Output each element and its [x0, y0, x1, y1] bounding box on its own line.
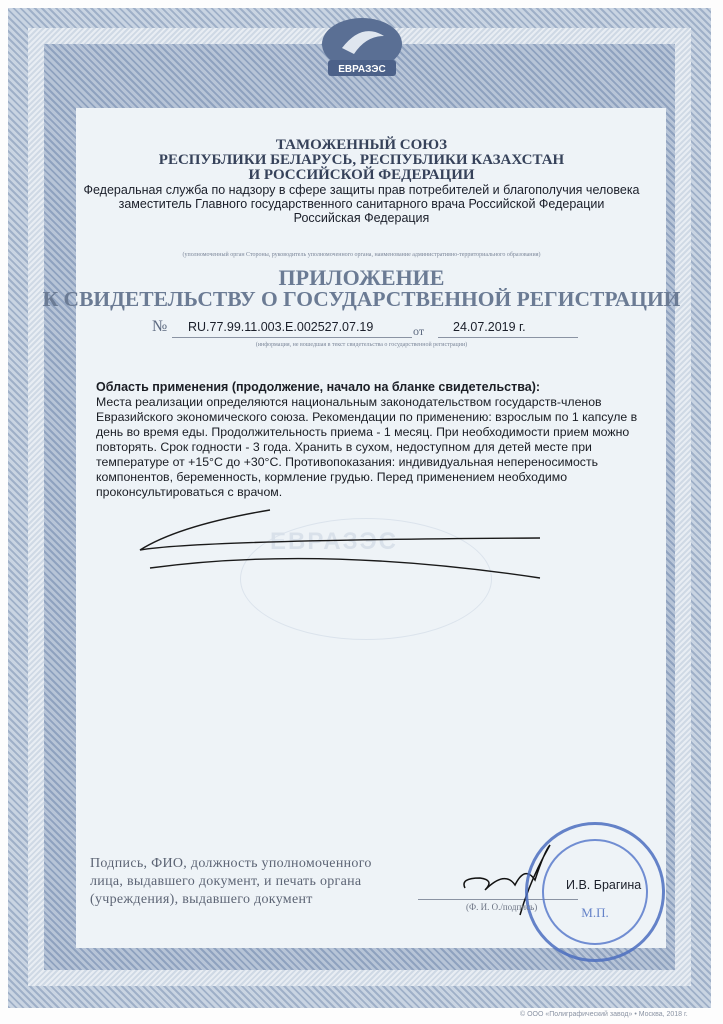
signer-caption: (Ф. И. О./подпись) — [466, 902, 538, 912]
number-underline — [172, 337, 412, 338]
signer-name: И.В. Брагина — [566, 878, 642, 892]
number-label: № — [152, 318, 168, 335]
title-line-2: К СВИДЕТЕЛЬСТВУ О ГОСУДАРСТВЕННОЙ РЕГИСТРАЦИИ — [42, 287, 681, 311]
authority-line-2: заместитель Главного государственного санитарного врача Российской Федерации — [118, 197, 605, 211]
content-text: Места реализации определяются национальным законодательством государств-членов Евразийского экономического союза. Рекомендации по применению: взрослым по 1 капсуле в день во время еды. Продолжительность приема - 1 месяц. При необходимости прием можно повторять. Срок годности - 3 года. Хранить в сухом, недоступном для детей месте при температуре от +15°C до +30°C. Противопоказания: индивидуальная непереносимость компонентов, беременность, кормление грудью. Перед применением необходимо проконсультироваться с врачом. — [96, 395, 638, 499]
registration-date: 24.07.2019 г. — [453, 320, 526, 334]
signature-label-1: Подпись, ФИО, должность уполномоченного — [90, 856, 372, 871]
official-stamp — [525, 822, 665, 962]
date-underline — [438, 337, 578, 338]
authority-line-1: Федеральная служба по надзору в сфере защиты прав потребителей и благополучия человека — [83, 183, 640, 197]
watermark-text: ЕВРАЗЭС — [270, 528, 399, 555]
authority-caption: (уполномоченный орган Стороны, руководитель уполномоченного органа, наименование административно-территориального образования) — [182, 252, 541, 258]
authority-line-3: Российская Федерация — [293, 211, 430, 225]
registration-number: RU.77.99.11.003.E.002527.07.19 — [188, 320, 374, 334]
header-line-1: ТАМОЖЕННЫЙ СОЮЗ — [275, 137, 448, 153]
eurasec-emblem-icon — [314, 14, 410, 82]
header-line-2: РЕСПУБЛИКИ БЕЛАРУСЬ, РЕСПУБЛИКИ КАЗАХСТАН — [158, 152, 565, 168]
printer-imprint: © ООО «Полиграфический завод» • Москва, 2018 г. — [520, 1011, 688, 1018]
emblem-label: ЕВРАЗЭС — [338, 64, 386, 75]
signature-label-2: лица, выдавшего документ, и печать органа — [90, 874, 362, 889]
signature-strokes — [120, 500, 560, 590]
registration-caption: (информация, не вошедшая в текст свидетельства о государственной регистрации) — [255, 342, 468, 348]
stamp-mark: М.П. — [581, 905, 609, 920]
header-line-3: И РОССИЙСКОЙ ФЕДЕРАЦИИ — [248, 167, 475, 183]
date-label: от — [413, 324, 425, 338]
title-line-1: ПРИЛОЖЕНИЕ — [278, 265, 445, 290]
content-heading: Область применения (продолжение, начало на бланке свидетельства): — [96, 380, 541, 394]
signature-label-3: (учреждения), выдавшего документ — [90, 892, 313, 907]
